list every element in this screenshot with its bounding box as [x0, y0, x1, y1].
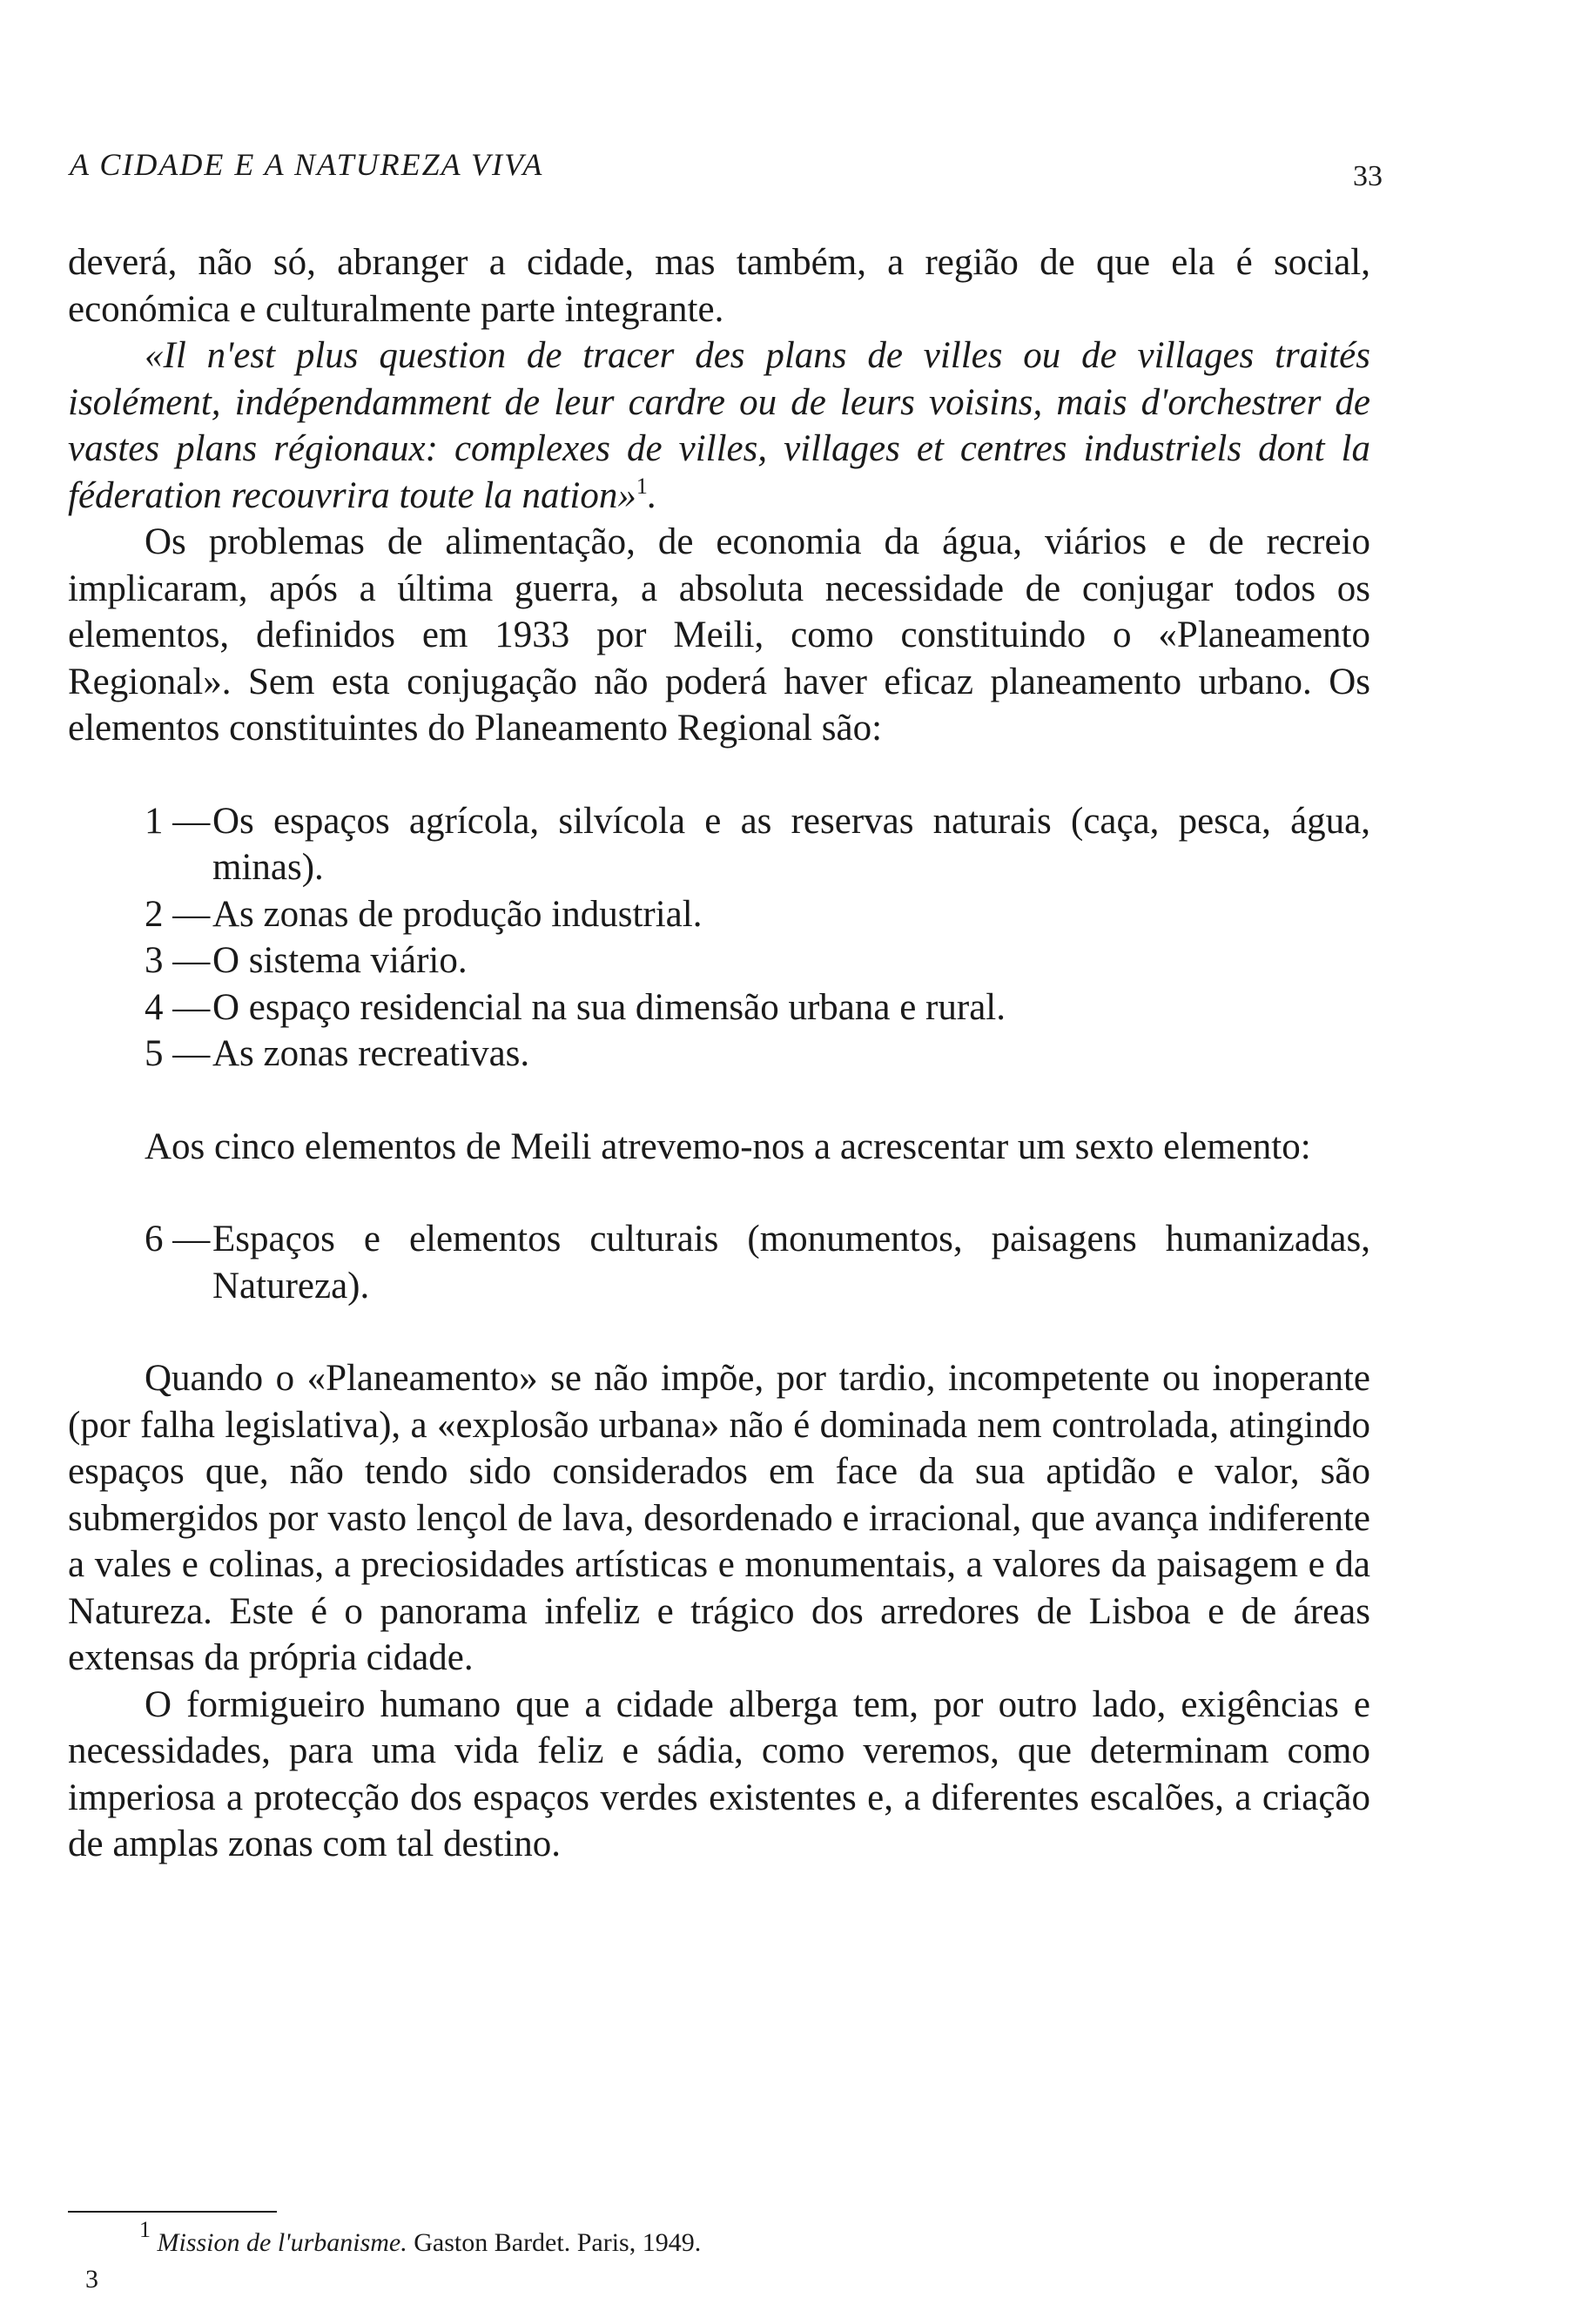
list-item-number: 6 —: [145, 1219, 211, 1259]
page-number: 33: [1353, 160, 1383, 192]
paragraph-sixth-element: Aos cinco elementos de Meili atrevemo-nos a acrescentar um sexto elemento:: [145, 1125, 1311, 1167]
list-item-number: 2 —: [145, 893, 211, 935]
list-item: [68, 891, 1370, 938]
elements-list: [68, 798, 1370, 1078]
footnote: [139, 2217, 702, 2258]
paragraph-continuation: deverá, não só, abranger a cidade, mas também, a região de que ela é social, económica e culturalmente parte integrante.: [68, 242, 1370, 330]
paragraph-green-spaces: O formigueiro humano que a cidade alberga tem, por outro lado, exigências e necessidades, para uma vida feliz e sádia, como veremos, que determinam como imperiosa a protecção dos espaços verdes existentes e, a diferentes escalões, a criação de amplas zonas com tal destino.: [68, 1683, 1370, 1864]
paragraph-regional-planning: Os problemas de alimentação, de economia da água, viários e de recreio implicaram, após a última guerra, a absoluta necessidade de conjugar todos os elementos, definidos em 1933 por Meili, como constituindo o «Planeamento Regional». Sem esta conjugação não poderá haver eficaz planeamento urbano. Os elementos constituintes do Planeamento Regional são:: [68, 521, 1370, 749]
sixth-element-list: [68, 1216, 1370, 1309]
list-item-text: Espaços e elementos culturais (monumentos, paisagens humanizadas, Natureza).: [212, 1219, 1370, 1306]
body-text: [68, 239, 1370, 1868]
list-item-text: As zonas de produção industrial.: [212, 893, 703, 935]
signature-mark: 3: [85, 2265, 98, 2294]
paragraph-urban-explosion: Quando o «Planeamento» se não impõe, por tardio, incompetente ou inoperante (por falha legislativa), a «explosão urbana» não é dominada nem controlada, atingindo espaços que, não tendo sido considerados em face da sua aptidão e valor, são submergidos por vasto lençol de lava, desordenado e irracional, que avança indiferente a vales e colinas, a preciosidades artísticas e monumentais, a valores da paisagem e da Natureza. Este é o panorama infeliz e trágico dos arredores de Lisboa e de áreas extensas da própria cidade.: [68, 1358, 1370, 1678]
list-item-text: O espaço residencial na sua dimensão urbana e rural.: [212, 986, 1006, 1028]
footnote-divider: [68, 2211, 277, 2213]
list-item: [68, 937, 1370, 984]
footnote-reference: 1: [636, 473, 648, 499]
list-item-text: Os espaços agrícola, silvícola e as reservas naturais (caça, pesca, água, minas).: [212, 800, 1370, 888]
list-item: [68, 984, 1370, 1031]
running-head: [70, 146, 1383, 198]
footnote-source: Gaston Bardet. Paris, 1949.: [414, 2228, 702, 2257]
list-item: [68, 1216, 1370, 1309]
running-title: A CIDADE E A NATUREZA VIVA: [70, 147, 544, 182]
list-item-number: 3 —: [145, 940, 211, 981]
quotation-text: «Il n'est plus question de tracer des plans de villes ou de villages traités isolément, indépendamment de leur cardre ou de leurs voisins, mais d'orchestrer de vastes plans régionaux: complexes de villes, villages et centres industriels dont la féderation recouvrira toute la nation»: [68, 335, 1370, 516]
list-item-number: 5 —: [145, 1033, 211, 1074]
list-item: [68, 798, 1370, 891]
footnote-marker: 1: [139, 2217, 151, 2242]
list-item-text: As zonas recreativas.: [212, 1033, 530, 1074]
list-item-number: 4 —: [145, 986, 211, 1028]
list-item-text: O sistema viário.: [212, 940, 468, 981]
footnote-title: Mission de l'urbanisme.: [157, 2228, 407, 2257]
list-item-number: 1 —: [145, 800, 211, 842]
quotation-end: .: [647, 474, 657, 516]
list-item: [68, 1031, 1370, 1078]
quotation-paragraph: [68, 332, 1370, 519]
